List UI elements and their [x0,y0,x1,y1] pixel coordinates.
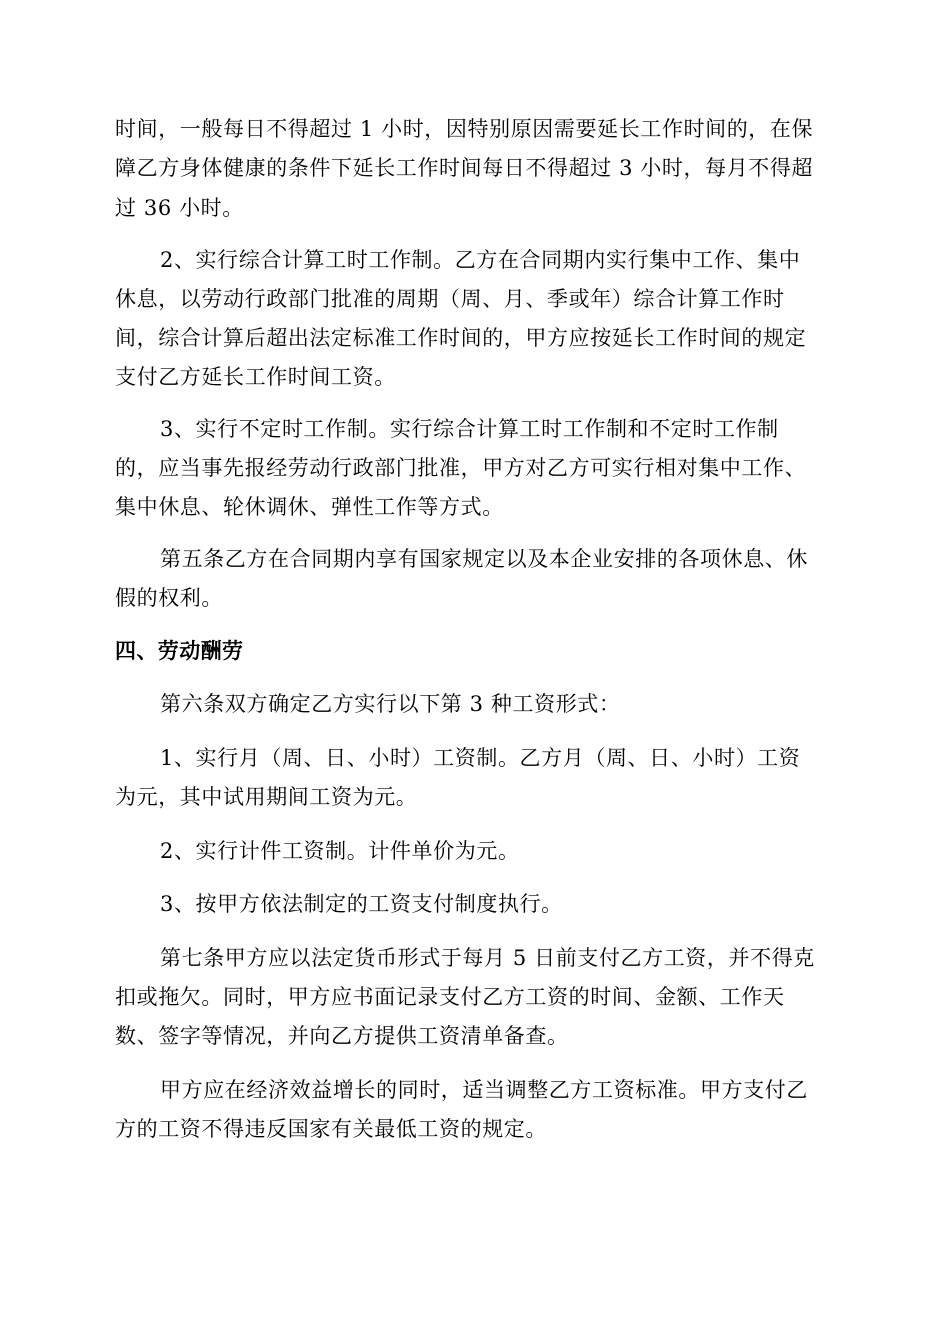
body-text-line: 集中休息、轮休调休、弹性工作等方式。 [115,495,504,519]
section-heading: 四、劳动酬劳 [115,639,244,663]
body-text-line: 扣或拖欠。同时，甲方应书面记录支付乙方工资的时间、金额、工作天 [115,985,785,1009]
body-text-line: 障乙方身体健康的条件下延长工作时间每日不得超过 3 小时，每月不得超 [115,156,814,180]
body-text-line: 第五条乙方在合同期内享有国家规定以及本企业安排的各项休息、休 [160,547,808,571]
body-text-line: 方的工资不得违反国家有关最低工资的规定。 [115,1117,547,1141]
body-text-line: 时间，一般每日不得超过 1 小时，因特别原因需要延长工作时间的，在保 [115,117,814,141]
body-text-line: 第六条双方确定乙方实行以下第 3 种工资形式： [160,692,621,716]
body-text-line: 为元，其中试用期间工资为元。 [115,785,418,809]
body-text-line: 甲方应在经济效益增长的同时，适当调整乙方工资标准。甲方支付乙 [160,1078,808,1102]
body-text-line: 3、按甲方依法制定的工资支付制度执行。 [160,892,563,916]
body-text-line: 间，综合计算后超出法定标准工作时间的，甲方应按延长工作时间的规定 [115,326,807,350]
body-text-line: 第七条甲方应以法定货币形式于每月 5 日前支付乙方工资，并不得克 [160,946,815,970]
body-text-line: 过 36 小时。 [115,196,244,220]
body-text-line: 1、实行月（周、日、小时）工资制。乙方月（周、日、小时）工资 [160,746,801,770]
body-text-line: 假的权利。 [115,586,223,610]
body-text-line: 3、实行不定时工作制。实行综合计算工时工作制和不定时工作制 [160,417,779,441]
body-text-line: 数、签字等情况，并向乙方提供工资清单备查。 [115,1024,569,1048]
body-text-line: 的，应当事先报经劳动行政部门批准，甲方对乙方可实行相对集中工作、 [115,456,807,480]
body-text-line: 支付乙方延长工作时间工资。 [115,365,396,389]
body-text-line: 2、实行计件工资制。计件单价为元。 [160,839,520,863]
body-text-line: 2、实行综合计算工时工作制。乙方在合同期内实行集中工作、集中 [160,248,801,272]
body-text-line: 休息，以劳动行政部门批准的周期（周、月、季或年）综合计算工作时 [115,287,785,311]
